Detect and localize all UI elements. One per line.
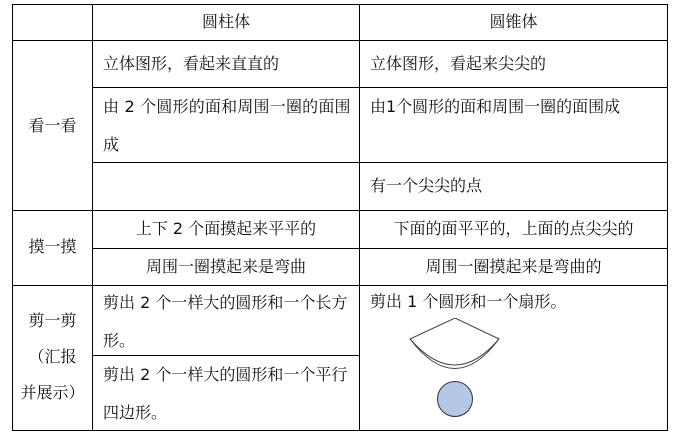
row-divider-look-2 [92,162,668,163]
look-cone-1: 立体图形，看起来尖尖的 [370,54,547,73]
header-cone: 圆锥体 [489,12,538,31]
row-label-touch: 摸一摸 [28,237,77,256]
look-cylinder-2: 由 2 个圆形的面和周围一圈的面围成 [103,97,351,154]
header-cylinder: 圆柱体 [201,12,250,31]
cut-cylinder-1: 剪出 2 个一样大的圆形和一个长方形。 [103,293,348,350]
row-label-cut-line2: （汇报 [28,347,77,366]
cut-cone-text: 剪出 1 个圆形和一个扇形。 [370,292,567,311]
row-divider-header [12,40,668,41]
look-cone-2: 由1个圆形的面和周围一圈的面围成 [370,97,621,116]
table-border-right [667,4,668,431]
sector-shape [410,318,499,369]
row-label-look: 看一看 [28,116,77,135]
sector-outline [410,339,499,365]
look-cylinder-3 [93,168,359,204]
look-cone-3: 有一个尖尖的点 [370,176,483,195]
look-cylinder-1: 立体图形，看起来直直的 [103,54,280,73]
cut-cylinder-2: 剪出 2 个一样大的圆形和一个平行四边形。 [103,365,348,422]
touch-cone-2: 周围一圈摸起来是弯曲的 [425,257,602,276]
row-label-cut-line3: 并展示） [20,383,85,402]
touch-cylinder-1: 上下 2 个面摸起来平平的 [135,219,317,238]
base-circle [438,382,473,417]
cone-net-diagram [400,318,520,422]
row-label-cut-line1: 剪一剪 [28,311,77,330]
touch-cylinder-2: 周围一圈摸起来是弯曲 [145,257,306,276]
touch-cone-1: 下面的面平平的，上面的点尖尖的 [393,219,634,238]
